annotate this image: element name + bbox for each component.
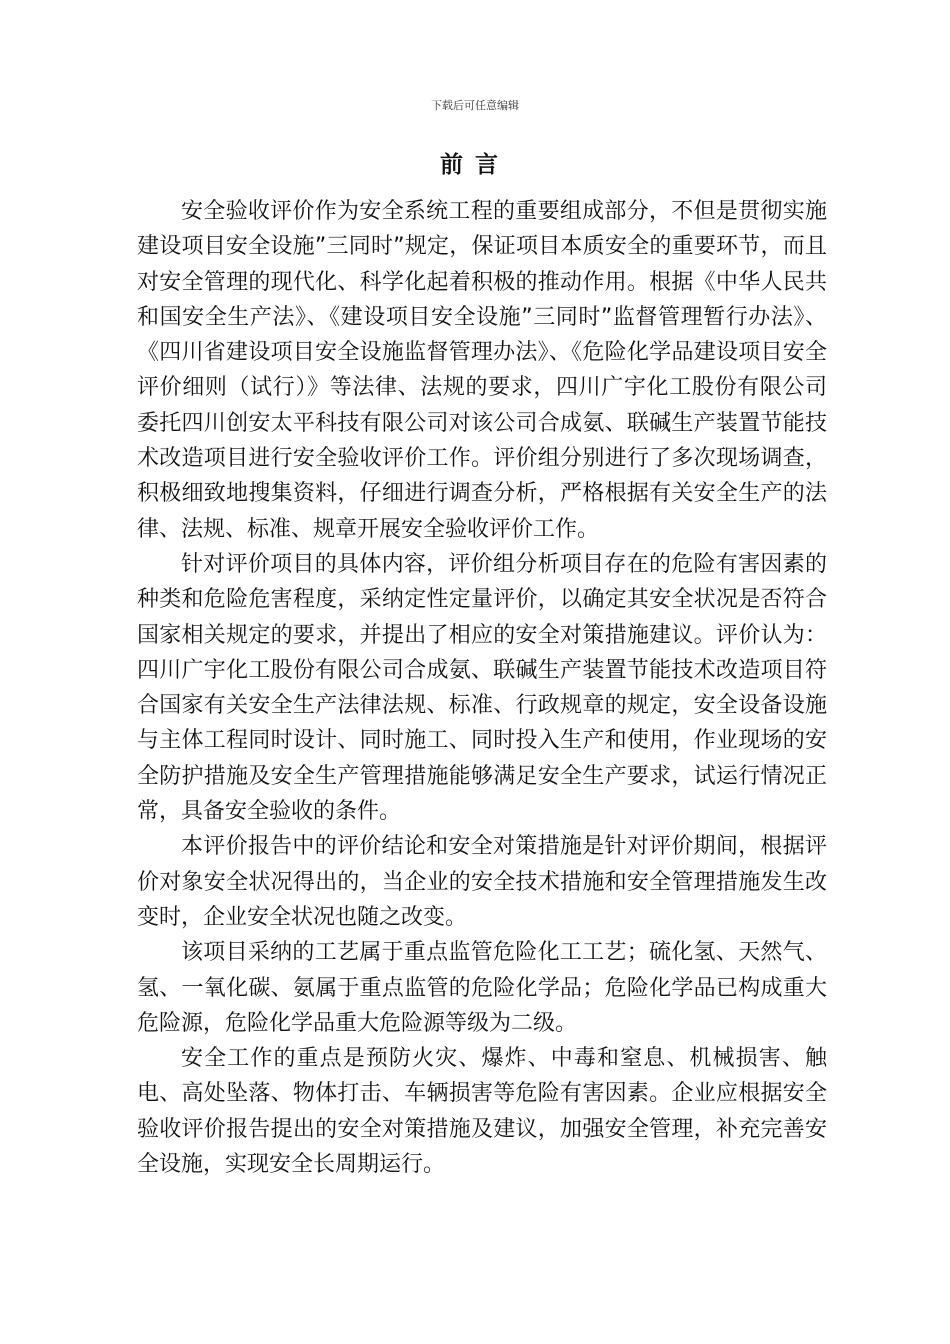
body-text xyxy=(137,194,827,1182)
paragraph: 该项目采纳的工艺属于重点监管危险化工工艺；硫化氢、天然气、氢、一氧化碳、氨属于重点监管的危险化学品；危险化学品已构成重大危险源，危险化学品重大危险源等级为二级。 xyxy=(137,940,827,1036)
paragraph: 安全验收评价作为安全系统工程的重要组成部分，不但是贯彻实施建设项目安全设施”三同时”规定，保证项目本质安全的重要环节，而且对安全管理的现代化、科学化起着积极的推动作用。根据《中华人民共和国安全生产法》、《建设项目安全设施”三同时”监督管理暂行办法》、《四川省建设项目安全设施监督管理办法》、《危险化学品建设项目安全评价细则（试行）》等法律、法规的要求，四川广宇化工股份有限公司委托四川创安太平科技有限公司对该公司合成氨、联碱生产装置节能技术改造项目进行安全验收评价工作。评价组分别进行了多次现场调查，积极细致地搜集资料，仔细进行调查分析，严格根据有关安全生产的法律、法规、标准、规章开展安全验收评价工作。 xyxy=(137,199,827,542)
paragraph: 安全工作的重点是预防火灾、爆炸、中毒和窒息、机械损害、触电、高处坠落、物体打击、车辆损害等危险有害因素。企业应根据安全验收评价报告提出的安全对策措施及建议，加强安全管理，补充完善安全设施，实现安全长周期运行。 xyxy=(137,1046,827,1178)
paragraph: 针对评价项目的具体内容，评价组分析项目存在的危险有害因素的种类和危险危害程度，采纳定性定量评价，以确定其安全状况是否符合国家相关规定的要求，并提出了相应的安全对策措施建议。评价认为：四川广宇化工股份有限公司合成氨、联碱生产装置节能技术改造项目符合国家有关安全生产法律法规、标准、行政规章的规定，安全设备设施与主体工程同时设计、同时施工、同时投入生产和使用，作业现场的安全防护措施及安全生产管理措施能够满足安全生产要求，试运行情况正常，具备安全验收的条件。 xyxy=(137,551,827,825)
paragraph: 本评价报告中的评价结论和安全对策措施是针对评价期间，根据评价对象安全状况得出的，当企业的安全技术措施和安全管理措施发生改变时，企业安全状况也随之改变。 xyxy=(137,834,827,930)
page-title: 前言 xyxy=(440,152,510,178)
header-note: 下载后可任意编辑 xyxy=(431,99,519,112)
